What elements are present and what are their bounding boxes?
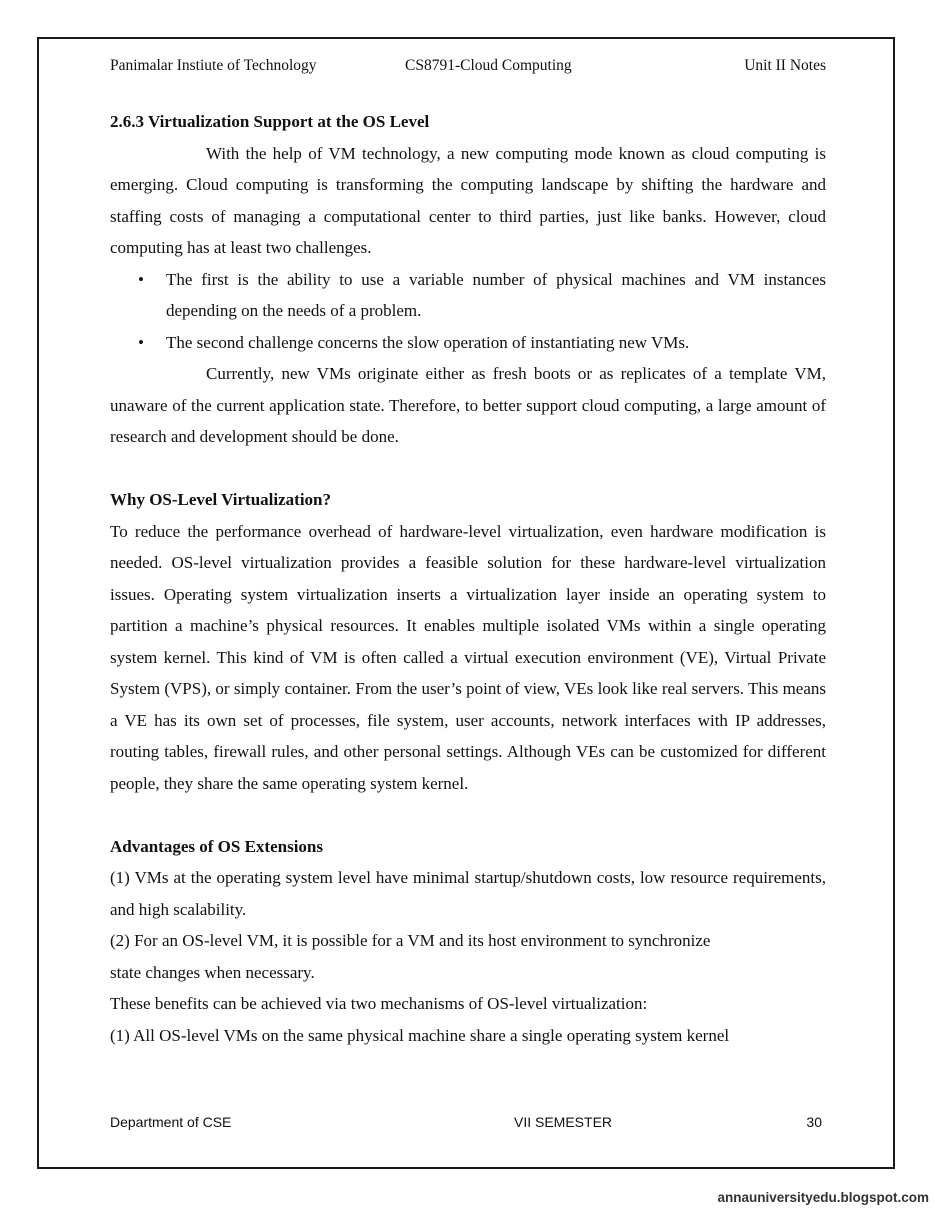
footer-page-number: 30 xyxy=(806,1114,822,1130)
footer-department: Department of CSE xyxy=(110,1114,232,1130)
section-heading-why-os: Why OS-Level Virtualization? xyxy=(110,490,331,509)
bullet-icon: • xyxy=(138,269,144,289)
currently-paragraph: Currently, new VMs originate either as fresh boots or as replicates of a template VM, unaware of the current application state. Therefore, to better support cloud computing, a large amount of research and development should be done. xyxy=(110,364,826,446)
intro-paragraph: With the help of VM technology, a new computing mode known as cloud computing is emerging. Cloud computing is transforming the computing landscape by shifting the hardware and staffing costs of managing a computational center to third parties, just like banks. However, cloud computing has at least two challenges. xyxy=(110,143,826,257)
section-heading-os-level: 2.6.3 Virtualization Support at the OS Level xyxy=(110,112,430,131)
list-item xyxy=(110,264,826,327)
watermark-url: annauniversityedu.blogspot.com xyxy=(717,1190,929,1205)
section-heading-advantages: Advantages of OS Extensions xyxy=(110,836,324,856)
spacer xyxy=(110,453,826,485)
why-os-paragraph: To reduce the performance overhead of hardware-level virtualization, even hardware modification is needed. OS-level virtualization provides a feasible solution for these hardware-level virtualization issues. Operating system virtualization inserts a virtualization layer inside an operating system to partition a machine’s physical resources. It enables multiple isolated VMs within a single operating system kernel. This kind of VM is often called a virtual execution environment (VE), Virtual Private System (VPS), or simply container. From the user’s point of view, VEs look like real servers. This means a VE has its own set of processes, file system, user accounts, network interfaces with IP addresses, routing tables, firewall rules, and other personal settings. Although VEs can be customized for different people, they share the same operating system kernel. xyxy=(110,521,826,793)
advantage-item-1: (1) VMs at the operating system level have minimal startup/shutdown costs, low resource requirements, and high scalability. xyxy=(110,868,826,919)
advantage-item-2-line-1: (2) For an OS-level VM, it is possible for a VM and its host environment to synchronize xyxy=(110,931,711,950)
page-header xyxy=(110,57,826,77)
advantage-item-2-line-2: state changes when necessary. xyxy=(110,962,315,982)
footer-semester: VII SEMESTER xyxy=(514,1114,613,1130)
challenges-list xyxy=(110,264,826,359)
benefits-line: These benefits can be achieved via two mechanisms of OS-level virtualization: xyxy=(110,994,648,1013)
header-course: CS8791-Cloud Computing xyxy=(405,57,572,74)
page-footer xyxy=(110,1114,826,1134)
page-content xyxy=(110,106,826,1051)
list-item-text: The first is the ability to use a variable number of physical machines and VM instances depending on the needs of a problem. xyxy=(166,269,826,320)
bullet-icon: • xyxy=(138,332,144,352)
list-item-text: The second challenge concerns the slow operation of instantiating new VMs. xyxy=(166,332,690,352)
header-unit: Unit II Notes xyxy=(744,57,826,74)
mechanism-1-line: (1) All OS-level VMs on the same physical machine share a single operating system kernel xyxy=(110,1025,730,1045)
list-item xyxy=(110,327,826,359)
header-institute: Panimalar Instiute of Technology xyxy=(110,57,317,74)
spacer xyxy=(110,799,826,831)
